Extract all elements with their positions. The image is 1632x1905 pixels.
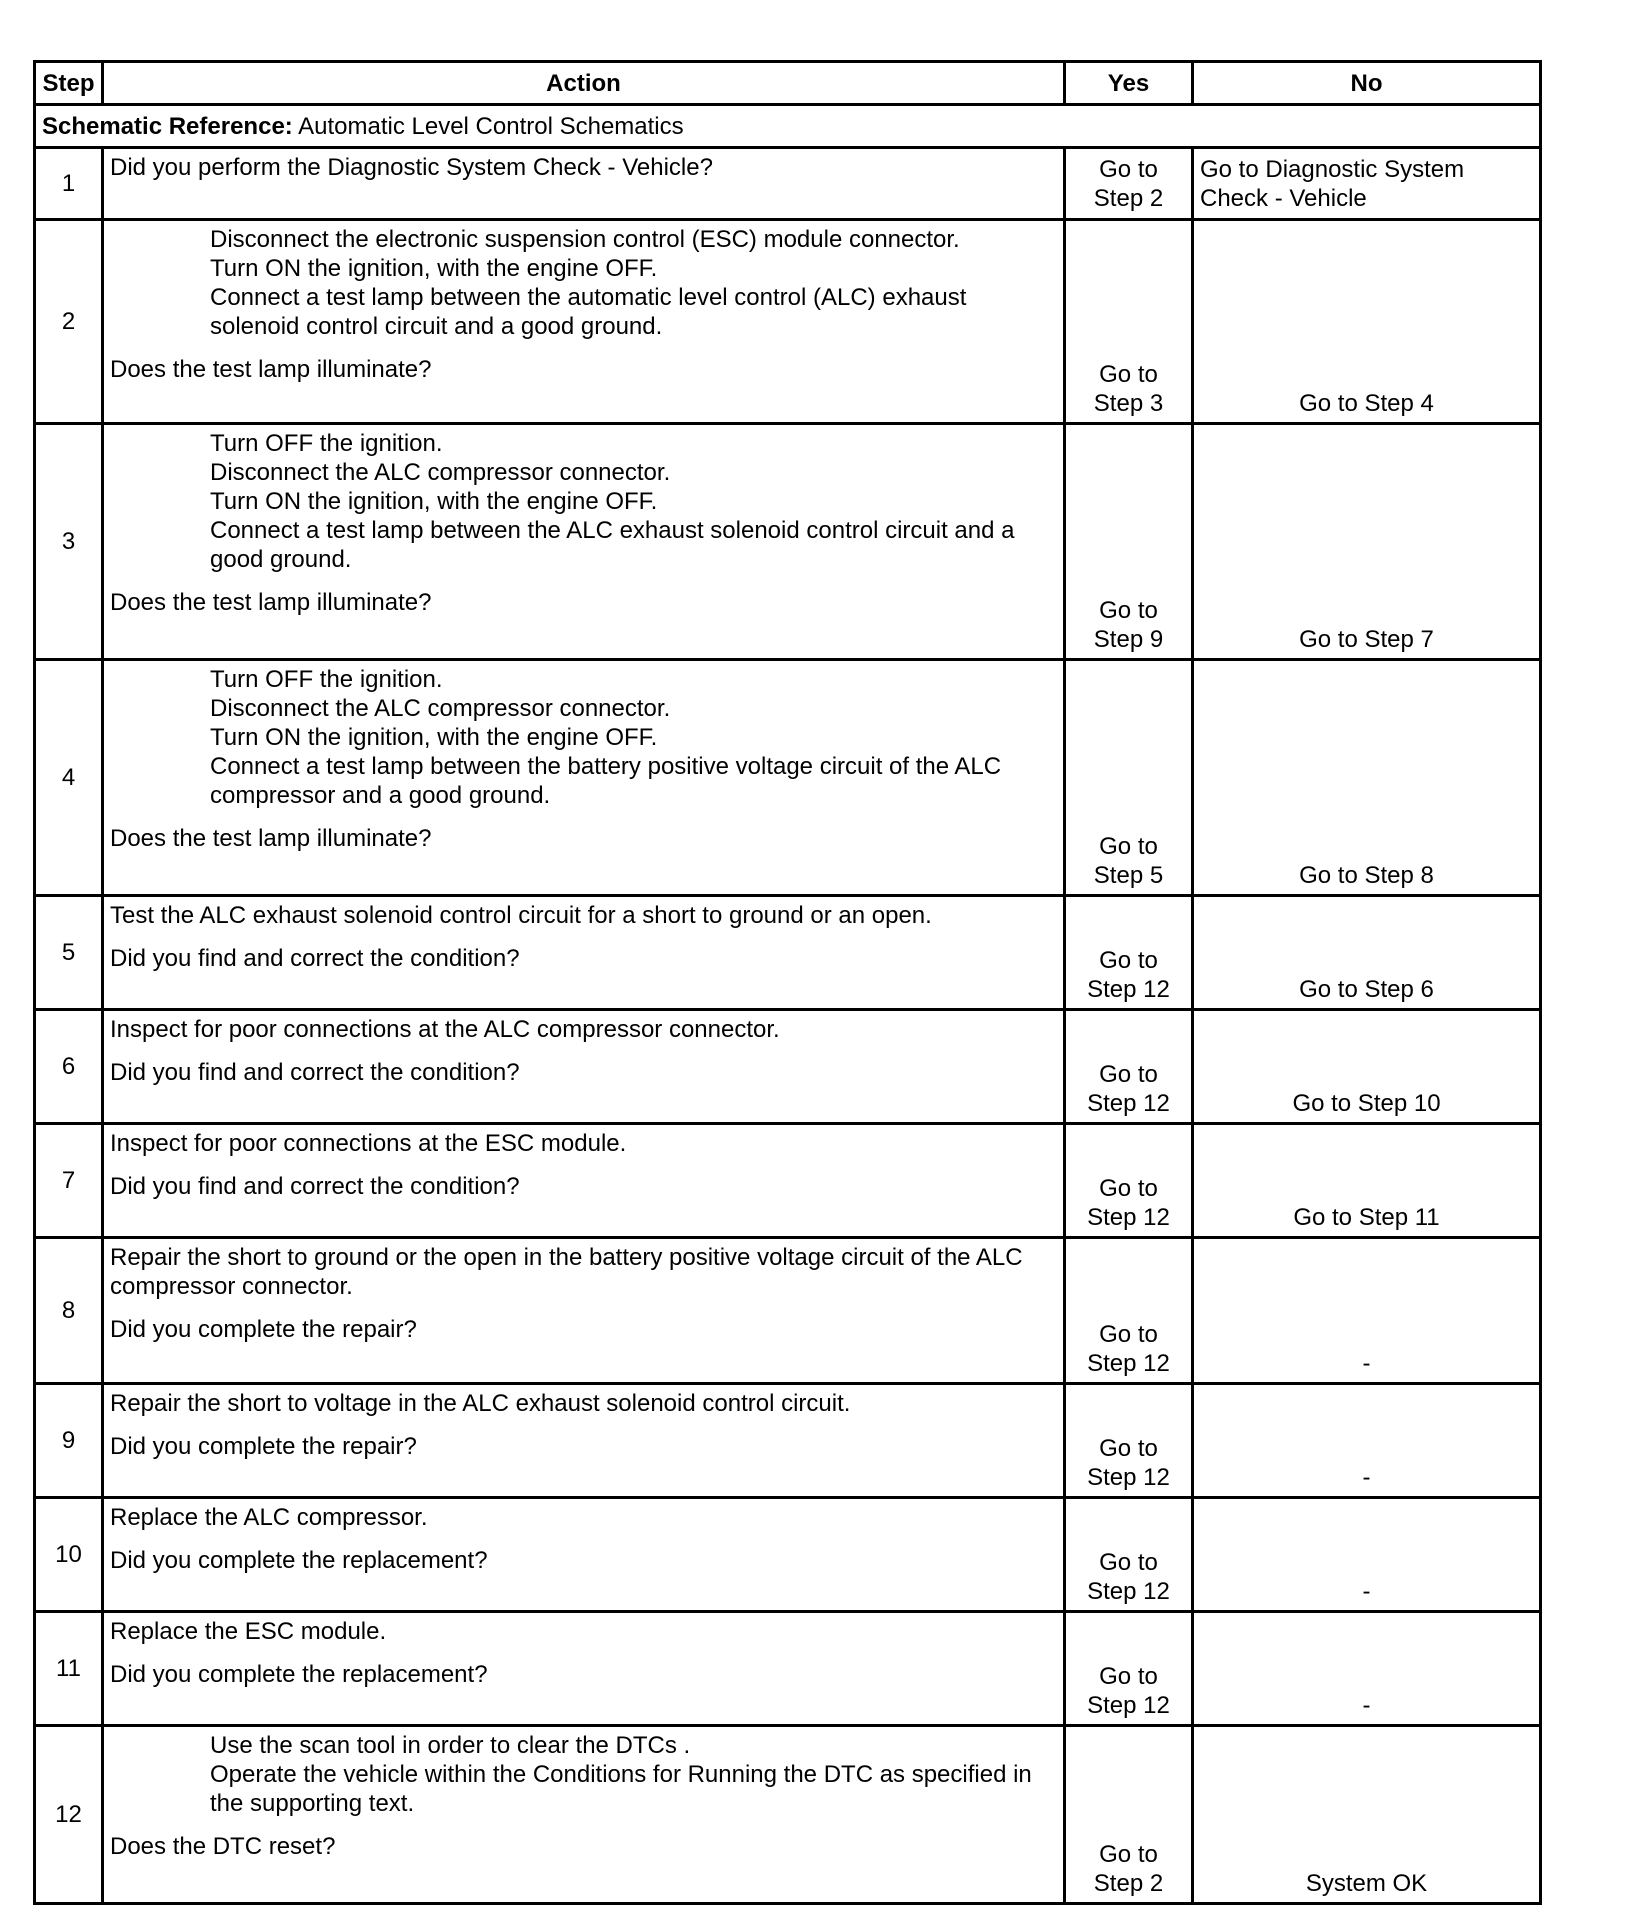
substep-item: Connect a test lamp between the automatic level control (ALC) exhaust solenoid control circuit and a good ground. <box>210 284 967 340</box>
yes-cell: Go to Step 2 <box>1065 1726 1193 1904</box>
action-text: Inspect for poor connections at the ALC compressor connector. <box>110 1016 780 1043</box>
action-cell <box>103 1726 1065 1904</box>
step-number: 10 <box>35 1498 103 1612</box>
table-row <box>35 1726 1541 1904</box>
substep-item: Turn ON the ignition, with the engine OFF. <box>210 255 658 282</box>
table-row <box>35 1384 1541 1498</box>
substep-item: Connect a test lamp between the battery positive voltage circuit of the ALC compressor and a good ground. <box>210 753 1002 809</box>
action-question: Does the test lamp illuminate? <box>110 356 432 383</box>
no-cell: System OK <box>1193 1726 1541 1904</box>
yes-cell: Go to Step 12 <box>1065 1498 1193 1612</box>
table-row <box>35 1612 1541 1726</box>
substep-item: Disconnect the ALC compressor connector. <box>210 695 671 722</box>
action-text: Did you perform the Diagnostic System Check - Vehicle? <box>110 154 713 181</box>
step-number: 1 <box>35 148 103 220</box>
table-row <box>35 1010 1541 1124</box>
action-cell <box>103 1238 1065 1384</box>
step-number: 6 <box>35 1010 103 1124</box>
action-text: Replace the ESC module. <box>110 1618 387 1645</box>
action-cell <box>103 220 1065 424</box>
action-cell <box>103 660 1065 896</box>
action-cell <box>103 896 1065 1010</box>
header-yes: Yes <box>1065 62 1193 105</box>
action-question: Does the test lamp illuminate? <box>110 589 432 616</box>
action-question: Does the test lamp illuminate? <box>110 825 432 852</box>
diagnostic-table <box>33 60 1542 1905</box>
no-cell: Go to Step 7 <box>1193 424 1541 660</box>
action-text: Test the ALC exhaust solenoid control circuit for a short to ground or an open. <box>110 902 932 929</box>
step-number: 3 <box>35 424 103 660</box>
table-row <box>35 660 1541 896</box>
yes-cell: Go to Step 12 <box>1065 896 1193 1010</box>
schematic-reference-row <box>35 105 1541 148</box>
action-question: Did you complete the repair? <box>110 1433 417 1460</box>
substep-item: Turn ON the ignition, with the engine OFF. <box>210 488 658 515</box>
table-row <box>35 1124 1541 1238</box>
no-cell: Go to Step 6 <box>1193 896 1541 1010</box>
action-question: Did you complete the replacement? <box>110 1661 488 1688</box>
header-step: Step <box>35 62 103 105</box>
substep-list <box>110 429 1057 574</box>
action-cell <box>103 424 1065 660</box>
schematic-label: Schematic Reference: <box>42 112 293 140</box>
substep-item: Turn ON the ignition, with the engine OFF. <box>210 724 658 751</box>
header-no: No <box>1193 62 1541 105</box>
step-number: 5 <box>35 896 103 1010</box>
table-row <box>35 220 1541 424</box>
step-number: 11 <box>35 1612 103 1726</box>
substep-item: Turn OFF the ignition. <box>210 430 443 457</box>
action-cell <box>103 1612 1065 1726</box>
substep-item: Use the scan tool in order to clear the DTCs . <box>210 1732 691 1759</box>
action-text: Repair the short to voltage in the ALC exhaust solenoid control circuit. <box>110 1390 851 1417</box>
action-question: Did you complete the replacement? <box>110 1547 488 1574</box>
table-row <box>35 896 1541 1010</box>
action-cell <box>103 1384 1065 1498</box>
step-number: 4 <box>35 660 103 896</box>
action-question: Did you find and correct the condition? <box>110 1059 520 1086</box>
action-question: Did you find and correct the condition? <box>110 945 520 972</box>
substep-item: Disconnect the electronic suspension control (ESC) module connector. <box>210 226 960 253</box>
no-cell: - <box>1193 1238 1541 1384</box>
header-action: Action <box>103 62 1065 105</box>
action-text: Repair the short to ground or the open in the battery positive voltage circuit of the ALC compressor connector. <box>110 1244 1023 1300</box>
yes-cell: Go to Step 12 <box>1065 1124 1193 1238</box>
substep-list <box>110 1731 1057 1818</box>
step-number: 9 <box>35 1384 103 1498</box>
step-number: 12 <box>35 1726 103 1904</box>
yes-cell: Go to Step 12 <box>1065 1238 1193 1384</box>
substep-item: Turn OFF the ignition. <box>210 666 443 693</box>
yes-cell: Go to Step 2 <box>1065 148 1193 220</box>
no-cell: - <box>1193 1384 1541 1498</box>
schematic-text: Automatic Level Control Schematics <box>292 112 684 140</box>
yes-cell: Go to Step 5 <box>1065 660 1193 896</box>
table-row <box>35 1498 1541 1612</box>
substep-item: Connect a test lamp between the ALC exhaust solenoid control circuit and a good ground. <box>210 517 1015 573</box>
no-cell: Go to Step 8 <box>1193 660 1541 896</box>
substep-list <box>110 225 1057 341</box>
action-cell <box>103 1498 1065 1612</box>
action-cell <box>103 1010 1065 1124</box>
no-cell: - <box>1193 1498 1541 1612</box>
step-number: 7 <box>35 1124 103 1238</box>
yes-cell: Go to Step 12 <box>1065 1384 1193 1498</box>
table-row <box>35 1238 1541 1384</box>
table-row <box>35 424 1541 660</box>
no-cell: Go to Step 10 <box>1193 1010 1541 1124</box>
yes-cell: Go to Step 12 <box>1065 1010 1193 1124</box>
action-text: Replace the ALC compressor. <box>110 1504 428 1531</box>
substep-item: Disconnect the ALC compressor connector. <box>210 459 671 486</box>
action-question: Did you complete the repair? <box>110 1316 417 1343</box>
step-number: 8 <box>35 1238 103 1384</box>
action-text: Inspect for poor connections at the ESC module. <box>110 1130 627 1157</box>
action-cell <box>103 1124 1065 1238</box>
diagnostic-document <box>33 60 1539 1905</box>
schematic-reference <box>35 105 1541 148</box>
yes-cell: Go to Step 3 <box>1065 220 1193 424</box>
step-number: 2 <box>35 220 103 424</box>
header-row <box>35 62 1541 105</box>
no-cell: Go to Step 11 <box>1193 1124 1541 1238</box>
substep-list <box>110 665 1057 810</box>
no-cell: Go to Diagnostic System Check - Vehicle <box>1193 148 1541 220</box>
action-question: Did you find and correct the condition? <box>110 1173 520 1200</box>
no-cell: Go to Step 4 <box>1193 220 1541 424</box>
yes-cell: Go to Step 12 <box>1065 1612 1193 1726</box>
substep-item: Operate the vehicle within the Conditions for Running the DTC as specified in the supporting text. <box>210 1761 1032 1817</box>
action-cell <box>103 148 1065 220</box>
table-row <box>35 148 1541 220</box>
no-cell: - <box>1193 1612 1541 1726</box>
action-question: Does the DTC reset? <box>110 1833 336 1860</box>
yes-cell: Go to Step 9 <box>1065 424 1193 660</box>
